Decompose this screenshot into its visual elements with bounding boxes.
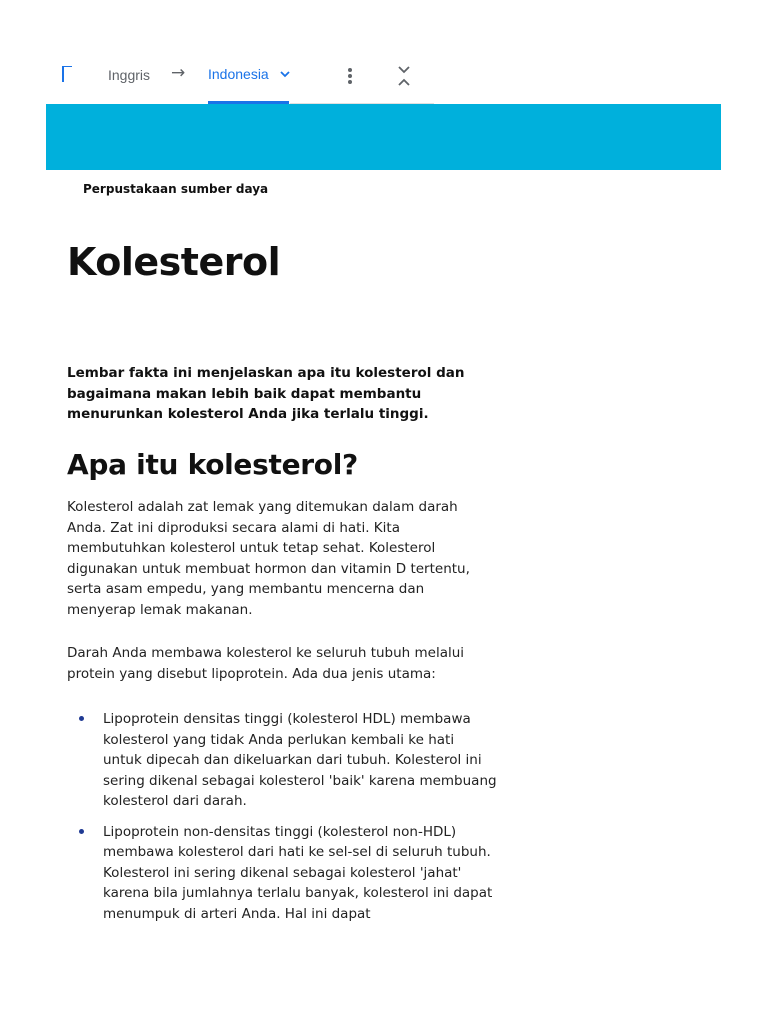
bullet-list xyxy=(67,709,497,934)
source-language-tab[interactable]: Inggris xyxy=(108,67,151,83)
collapse-icon[interactable] xyxy=(394,64,414,88)
paragraph: Darah Anda membawa kolesterol ke seluruh tubuh melalui protein yang disebut lipoprotein. Ada dua jenis utama: xyxy=(67,645,465,682)
bullet-icon xyxy=(79,716,84,721)
page-title: Kolesterol xyxy=(67,240,281,284)
translate-logo-icon xyxy=(62,66,72,82)
chevron-down-icon xyxy=(279,68,291,80)
list-item-text: Lipoprotein non-densitas tinggi (kolesterol non-HDL) membawa kolesterol dari hati ke sel-sel di seluruh tubuh. Kolesterol ini sering dikenal sebagai kolesterol 'jahat' karena bila jumlahnya terlalu banyak, kolesterol ini dapat menumpuk di arteri Anda. Hal ini dapat xyxy=(103,823,493,922)
translate-toolbar xyxy=(0,0,768,104)
list-item xyxy=(67,709,497,812)
target-language-tab[interactable] xyxy=(208,56,289,104)
bullet-icon xyxy=(79,829,84,834)
breadcrumb[interactable]: Perpustakaan sumber daya xyxy=(83,182,269,196)
section-heading: Apa itu kolesterol? xyxy=(67,448,358,481)
target-language-label: Indonesia xyxy=(208,66,269,82)
header-banner xyxy=(46,104,721,170)
paragraph: Kolesterol adalah zat lemak yang ditemukan dalam darah Anda. Zat ini diproduksi secara alami di hati. Kita membutuhkan kolesterol untuk tetap sehat. Kolesterol digunakan untuk membuat hormon dan vitamin D tertentu, serta asam empedu, yang membantu mencerna dan menyerap lemak makanan. xyxy=(67,499,470,618)
intro-summary: Lembar fakta ini menjelaskan apa itu kolesterol dan bagaimana makan lebih baik dapat membantu menurunkan kolesterol Anda jika terlalu tinggi. xyxy=(67,365,465,422)
arrow-right-icon: → xyxy=(171,63,186,83)
list-item-text: Lipoprotein densitas tinggi (kolesterol HDL) membawa kolesterol yang tidak Anda perlukan kembali ke hati untuk dipecah dan dikeluarkan dari tubuh. Kolesterol ini sering dikenal sebagai kolesterol 'baik' karena membuang kolesterol dari darah. xyxy=(103,711,497,809)
more-vert-icon[interactable] xyxy=(340,64,360,88)
list-item xyxy=(67,822,497,925)
